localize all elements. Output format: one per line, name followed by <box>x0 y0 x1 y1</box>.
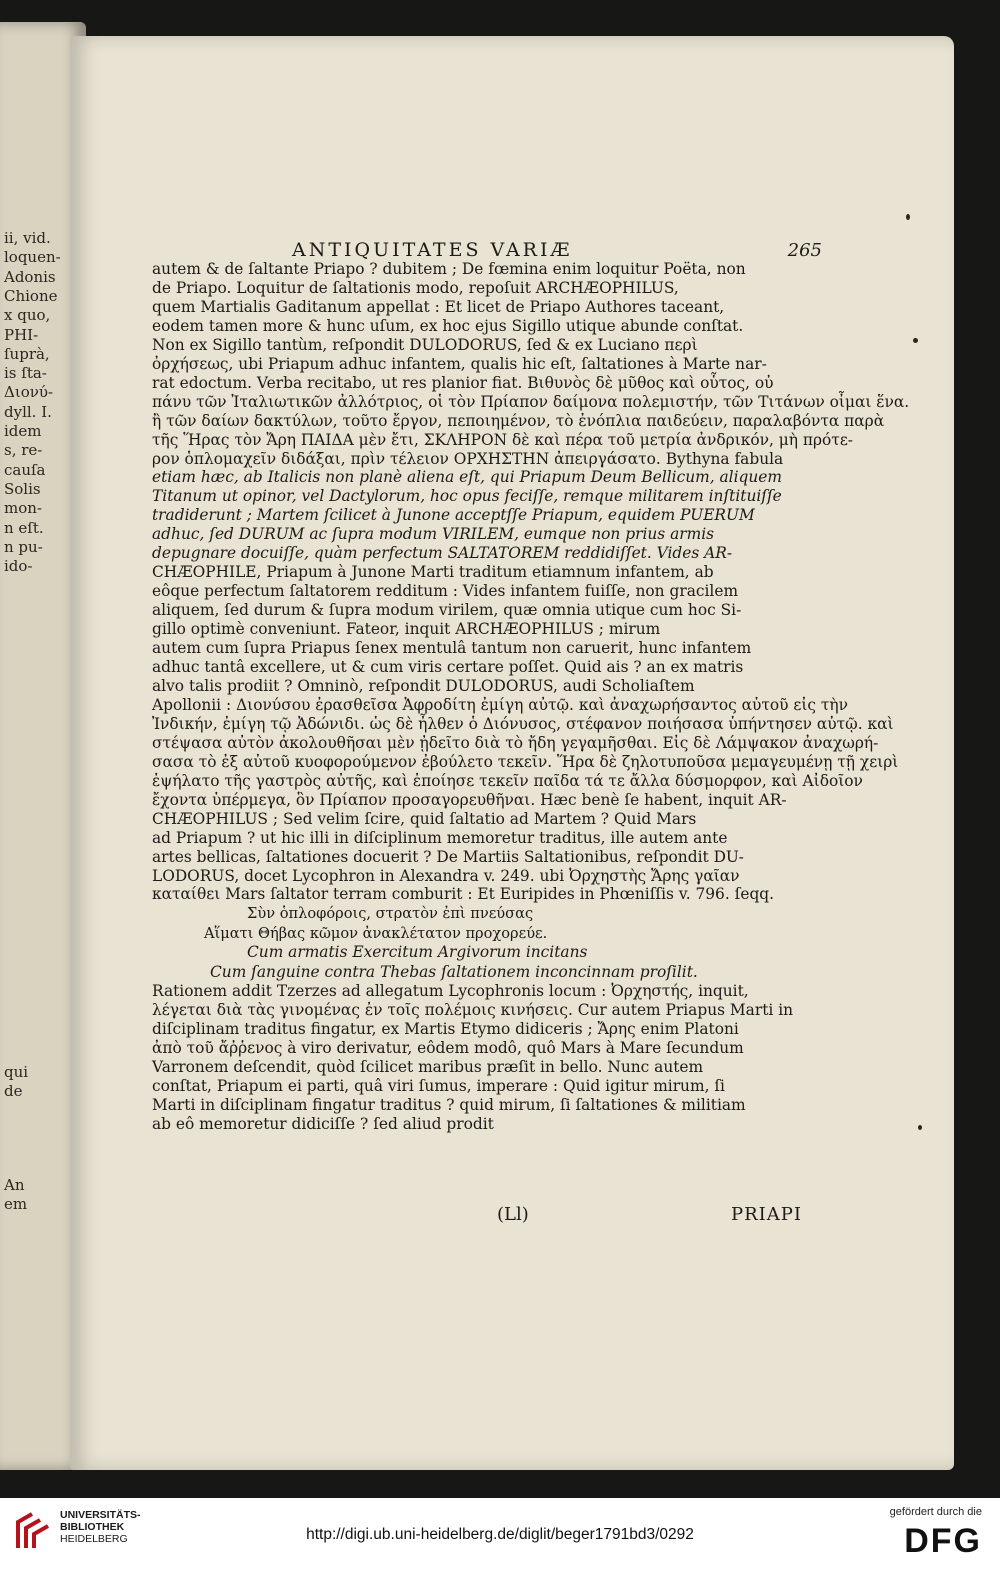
margin-fragment: de <box>4 1082 23 1100</box>
margin-fragment: PHI- <box>4 325 39 344</box>
text-line: Rationem addit Tzerzes ad allegatum Lycophronis locum : Ὀρχηστής, inquit, <box>152 982 749 1001</box>
ink-spot <box>918 1125 922 1130</box>
text-line: CHÆOPHILE, Priapum à Junone Marti traditum etiamnum infantem, ab <box>152 563 714 582</box>
signature-mark: (Ll) <box>497 1204 529 1225</box>
text-line: ab eô memoretur didiciſſe ? ſed aliud prodit <box>152 1115 494 1134</box>
ink-spot <box>913 338 918 343</box>
funder-label: gefördert durch die <box>889 1506 982 1518</box>
text-line: quem Martialis Gaditanum appellat : Et licet de Priapo Authores taceant, <box>152 297 725 316</box>
text-line: ἐψήλατο τῆς γαστρὸς αὐτῆς, καὶ ἐποίησε τεκεῖν παῖδα τά τε ἄλλα δύσμορφον, καὶ Αἰδοῖον <box>152 771 863 790</box>
margin-fragment: cauſa <box>4 460 46 479</box>
text-line: aliquem, ſed durum & ſupra modum virilem, quæ omnia utique cum hoc Si- <box>152 601 742 620</box>
text-line: ἀπὸ τοῦ ἄῤῥενος à viro derivatur, eôdem modô, quô Mars à Mare ſecundum <box>152 1039 744 1058</box>
text-line: Apollonii : Διονύσου ἐρασθεῖσα Ἀφροδίτη ἐμίγη αὐτῷ. καὶ ἀναχωρήσαντος αὐτοῦ εἰς τὴν <box>152 695 848 714</box>
text-line: Marti in diſciplinam fingatur traditus ? quid mirum, ſi ſaltationes & militiam <box>152 1096 746 1115</box>
dfg-logo: DFG <box>904 1522 982 1560</box>
margin-fragment: ſuprà, <box>4 344 50 363</box>
text-line: τῆς Ἥρας τὸν Ἄρη ΠΑΙΔΑ μὲν ἔτι, ΣΚΛΗΡΟΝ δὲ καὶ πέρα τοῦ μετρία ἀνδρικόν, μὴ πρότε- <box>152 430 853 449</box>
text-line: eôque perfectum ſaltatorem redditum : Vides infantem fuiſſe, non gracilem <box>152 582 739 601</box>
margin-fragment: mon- <box>4 499 42 518</box>
verse-greek-line: Σὺν ὁπλοφόροις, στρατὸν ἐπὶ πνεύσας <box>247 905 534 923</box>
text-line: λέγεται διὰ τὰς γινομένας ἐν τοῖς πολέμοις κινήσεις. Cur autem Priapus Marti in <box>152 1001 794 1020</box>
margin-fragment: x quo, <box>4 306 51 325</box>
text-line: Titanum ut opinor, vel Dactylorum, hoc opus feciſſe, remque militarem inſtituiſſe <box>152 487 782 506</box>
text-line: alvo talis prodiit ? Omninò, reſpondit DULODORUS, audi Scholiaſtem <box>152 676 695 695</box>
margin-fragment: s, re- <box>4 441 43 460</box>
verse-latin-line: Cum armatis Exercitum Argivorum incitans <box>247 943 588 962</box>
text-line: etiam hæc, ab Italicis non planè aliena eſt, qui Priapum Deum Bellicum, aliquem <box>152 468 782 487</box>
right-page <box>70 36 954 1470</box>
running-title: ANTIQUITATES VARIÆ <box>292 239 573 261</box>
verse-latin-line: Cum ſanguine contra Thebas ſaltationem inconcinnam proſilit. <box>210 962 698 981</box>
margin-fragment: Chione <box>4 286 58 305</box>
text-line: LODORUS, docet Lycophron in Alexandra v. 249. ubi Ὀρχηστὴς Ἄρης γαῖαν <box>152 866 740 885</box>
text-line: ρον ὁπλομαχεῖν διδάξαι, πρὶν τέλειον ΟΡΧΗΣΤΗΝ ἀπειργάσατο. Bythyna fabula <box>152 449 784 468</box>
text-line: de Priapo. Loquitur de ſaltationis modo, repoſuit ARCHÆOPHILUS, <box>152 278 679 297</box>
text-line: conſtat, Priapum ei parti, quâ viri ſumus, imperare : Quid igitur mirum, ſi <box>152 1077 725 1096</box>
catchword: PRIAPI <box>731 1204 802 1225</box>
text-line: adhuc tantâ excellere, ut & cum viris certare poſſet. Quid ais ? an ex matris <box>152 658 744 677</box>
text-line: eodem tamen more & hunc uſum, ex hoc ejus Sigillo utique abunde conſtat. <box>152 316 744 335</box>
text-line: Varronem deſcendit, quòd ſcilicet maribus præſit in bello. Nunc autem <box>152 1058 704 1077</box>
text-line: rat edoctum. Verba recitabo, ut res planior fiat. Βιθυνὸς δὲ μῦθος καὶ οὗτος, οὐ <box>152 373 774 392</box>
text-line: Non ex Sigillo tantùm, reſpondit DULODORUS, ſed & ex Luciano περὶ <box>152 335 698 354</box>
text-line: autem cum ſupra Priapus ſenex mentulâ tantum non caruerit, hunc infantem <box>152 639 752 658</box>
margin-fragment: Adonis <box>4 267 56 286</box>
text-line: diſciplinam traditus fingatur, ex Martis Etymo didiceris ; Ἄρης enim Platoni <box>152 1020 739 1039</box>
text-line: artes bellicas, ſaltationes docuerit ? De Martiis Saltationibus, reſpondit DU- <box>152 847 744 866</box>
margin-fragment: idem <box>4 422 42 440</box>
text-line: tradiderunt ; Martem ſcilicet à Junone acceptſſe Priapum, equidem PUERUM <box>152 506 755 525</box>
text-line: σασα τὸ ἐξ αὐτοῦ κυοφορούμενον ἐβούλετο τεκεῖν. Ἥρα δὲ ζηλοτυποῦσα μεμαγευμένῃ τῇ χειρὶ <box>152 752 899 771</box>
text-line: ad Priapum ? ut hic illi in diſciplinum memoretur traditus, ille autem ante <box>152 828 728 847</box>
text-line: ὀρχήσεως, ubi Priapum adhuc infantem, qualis hic eſt, ſaltationes à Marte nar- <box>152 354 767 373</box>
text-line: adhuc, ſed DURUM ac ſupra modum VIRILEM, eumque non prius armis <box>152 525 715 544</box>
margin-fragment: Solis <box>4 479 41 498</box>
margin-fragment: dyll. I. <box>4 402 52 421</box>
text-line: CHÆOPHILUS ; Sed velim ſcire, quid ſaltatio ad Martem ? Quid Mars <box>152 809 697 828</box>
text-line: ἢ τῶν δαίων δακτύλων, τοῦτο ἔργον, πεποιημένον, τὸ ἐνόπλια παιδεύειν, παραλαβόντα παρὰ <box>152 411 885 430</box>
text-line: καταίθει Mars ſaltator terram comburit : Et Euripides in Phœniſſis v. 796. ſeqq. <box>152 885 775 904</box>
margin-fragment: em <box>4 1195 28 1213</box>
text-line: Ἰνδικήν, ἐμίγη τῷ Ἀδώνιδι. ὡς δὲ ἦλθεν ὁ Διόνυσος, στέφανον ποιήσασα ὑπήντησεν αὐτῷ. καὶ <box>152 714 894 733</box>
margin-fragment: qui <box>4 1063 29 1081</box>
running-head <box>292 239 822 261</box>
text-line: gillo optimè conveniunt. Fateor, inquit ARCHÆOPHILUS ; mirum <box>152 620 661 639</box>
text-line: στέψασα αὐτὸν ἀκολουθῆσαι μὲν ᾐδεῖτο διὰ τὸ ἤδη γεγαμῆσθαι. Εἰς δὲ Λάμψακον ἀναχωρή- <box>152 733 879 752</box>
margin-fragment: Διονύ- <box>4 383 54 402</box>
viewer-footer <box>0 1498 1000 1575</box>
margin-fragment: loquen- <box>4 248 61 267</box>
institution-name: UNIVERSITÄTS- BIBLIOTHEK HEIDELBERG <box>60 1509 141 1545</box>
margin-fragment: n eſt. <box>4 518 44 537</box>
margin-fragment: is ſta- <box>4 364 47 383</box>
page-number: 265 <box>787 240 822 261</box>
body-text <box>152 260 910 1134</box>
margin-fragment: ido- <box>4 557 33 576</box>
text-line: depugnare docuiſſe, quàm perfectum SALTATOREM reddidiſſet. Vides AR- <box>152 544 733 563</box>
text-line: autem & de ſaltante Priapo ? dubitem ; De fœmina enim loquitur Poëta, non <box>152 260 746 278</box>
verse-greek-line: Αἵματι Θήβας κῶμον ἀνακλέτατον προχορεύε. <box>204 924 548 942</box>
ink-spot <box>906 214 910 220</box>
permalink-url[interactable]: http://digi.ub.uni-heidelberg.de/diglit/beger1791bd3/0292 <box>306 1526 694 1543</box>
page-footer-marks <box>152 1204 802 1228</box>
margin-fragment: ii, vid. <box>4 229 51 247</box>
text-line: πάνυ τῶν Ἰταλιωτικῶν ἀλλότριος, οἱ τὸν Πρίαπον δαίμονα πολεμιστήν, τῶν Τιτάνων οἶμαι ἕνα. <box>152 392 910 411</box>
margin-fragment: n pu- <box>4 537 43 556</box>
margin-fragment: An <box>4 1176 25 1194</box>
text-line: ἔχοντα ὑπέρμεγα, ὃν Πρίαπον προσαγορευθῆναι. Hæc benè ſe habent, inquit AR- <box>152 790 787 809</box>
